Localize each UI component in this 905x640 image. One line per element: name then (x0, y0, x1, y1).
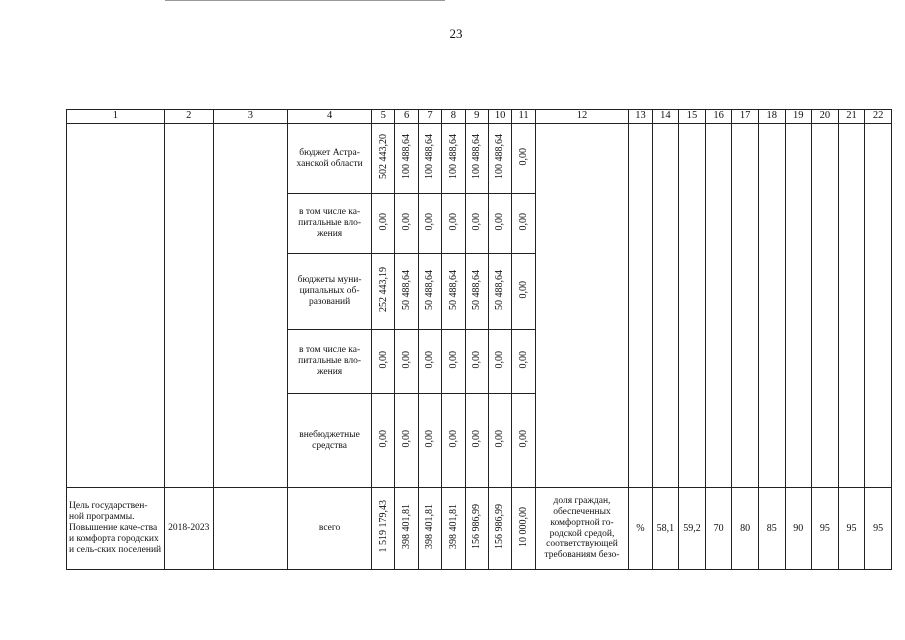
target-cell: 85 (758, 488, 785, 570)
value-cell: 0,00 (488, 194, 511, 254)
value-cell: 0,00 (512, 254, 535, 330)
empty-cell (705, 124, 732, 488)
value-cell: 0,00 (465, 330, 488, 394)
funding-source: бюджеты муни-ципальных об-разований (288, 254, 372, 330)
goal-row (67, 488, 892, 570)
value-cell: 100 488,64 (465, 124, 488, 194)
funding-source: бюджет Астра-ханской области (288, 124, 372, 194)
value-cell: 0,00 (418, 330, 441, 394)
target-cell: 70 (705, 488, 732, 570)
empty-cell (213, 488, 287, 570)
funding-source: в том числе ка-питальные вло-жения (288, 194, 372, 254)
value-cell: 50 488,64 (442, 254, 465, 330)
column-header: 20 (812, 110, 839, 124)
empty-cell (732, 124, 759, 488)
column-header: 10 (488, 110, 511, 124)
value-cell: 398 401,81 (418, 488, 441, 570)
value-cell: 0,00 (372, 194, 395, 254)
value-cell: 50 488,64 (395, 254, 418, 330)
table-row (67, 124, 892, 194)
value-cell: 50 488,64 (488, 254, 511, 330)
value-cell: 1 519 179,43 (372, 488, 395, 570)
column-header: 9 (465, 110, 488, 124)
value-cell: 0,00 (512, 194, 535, 254)
funding-source: в том числе ка-питальные вло-жения (288, 330, 372, 394)
funding-source: внебюджетные средства (288, 394, 372, 488)
target-cell: 90 (785, 488, 812, 570)
empty-cell (67, 124, 165, 488)
program-table (66, 109, 892, 570)
value-cell: 252 443,19 (372, 254, 395, 330)
period-cell: 2018-2023 (164, 488, 213, 570)
page-number: 23 (449, 26, 463, 41)
value-cell: 100 488,64 (442, 124, 465, 194)
value-cell: 156 986,99 (465, 488, 488, 570)
funding-source: всего (288, 488, 372, 570)
value-cell: 398 401,81 (395, 488, 418, 570)
target-cell: 59,2 (679, 488, 706, 570)
empty-cell (213, 124, 287, 488)
column-header: 11 (512, 110, 535, 124)
value-cell: 0,00 (372, 394, 395, 488)
value-cell: 50 488,64 (418, 254, 441, 330)
value-cell: 0,00 (512, 330, 535, 394)
empty-cell (164, 124, 213, 488)
value-cell: 50 488,64 (465, 254, 488, 330)
column-header: 5 (372, 110, 395, 124)
value-cell: 0,00 (465, 394, 488, 488)
value-cell: 100 488,64 (395, 124, 418, 194)
indicator-cell: доля граждан, обеспеченных комфортной го-родской средой, соответствующей требованиям безо- (535, 488, 629, 570)
value-cell: 0,00 (395, 394, 418, 488)
column-header: 6 (395, 110, 418, 124)
empty-cell (785, 124, 812, 488)
value-cell: 0,00 (512, 124, 535, 194)
column-header: 2 (164, 110, 213, 124)
goal-cell: Цель государствен-ной программы. Повышение каче-ства и комфорта городских и сель-ских поселений (67, 488, 165, 570)
value-cell: 0,00 (395, 194, 418, 254)
empty-cell (812, 124, 839, 488)
column-header: 8 (442, 110, 465, 124)
value-cell: 0,00 (372, 330, 395, 394)
column-header: 14 (652, 110, 679, 124)
empty-cell (865, 124, 892, 488)
column-header: 13 (629, 110, 652, 124)
target-cell: 58,1 (652, 488, 679, 570)
value-cell: 0,00 (512, 394, 535, 488)
value-cell: 0,00 (395, 330, 418, 394)
column-header: 21 (838, 110, 865, 124)
column-header: 16 (705, 110, 732, 124)
value-cell: 0,00 (488, 330, 511, 394)
value-cell: 0,00 (418, 194, 441, 254)
value-cell: 0,00 (442, 194, 465, 254)
column-number-row (67, 110, 892, 124)
value-cell: 502 443,20 (372, 124, 395, 194)
column-header: 1 (67, 110, 165, 124)
column-header: 3 (213, 110, 287, 124)
column-header: 15 (679, 110, 706, 124)
column-header: 22 (865, 110, 892, 124)
empty-cell (758, 124, 785, 488)
empty-cell (652, 124, 679, 488)
empty-cell (838, 124, 865, 488)
target-cell: 95 (865, 488, 892, 570)
target-cell: 95 (812, 488, 839, 570)
unit-cell: % (629, 488, 652, 570)
empty-cell (535, 124, 629, 488)
value-cell: 0,00 (465, 194, 488, 254)
column-header: 12 (535, 110, 629, 124)
target-cell: 80 (732, 488, 759, 570)
empty-cell (629, 124, 652, 488)
top-rule (165, 0, 445, 1)
value-cell: 0,00 (442, 330, 465, 394)
value-cell: 100 488,64 (418, 124, 441, 194)
column-header: 17 (732, 110, 759, 124)
value-cell: 0,00 (418, 394, 441, 488)
value-cell: 10 000,00 (512, 488, 535, 570)
value-cell: 398 401,81 (442, 488, 465, 570)
column-header: 7 (418, 110, 441, 124)
column-header: 4 (288, 110, 372, 124)
column-header: 18 (758, 110, 785, 124)
target-cell: 95 (838, 488, 865, 570)
value-cell: 0,00 (488, 394, 511, 488)
value-cell: 100 488,64 (488, 124, 511, 194)
empty-cell (679, 124, 706, 488)
value-cell: 156 986,99 (488, 488, 511, 570)
value-cell: 0,00 (442, 394, 465, 488)
column-header: 19 (785, 110, 812, 124)
